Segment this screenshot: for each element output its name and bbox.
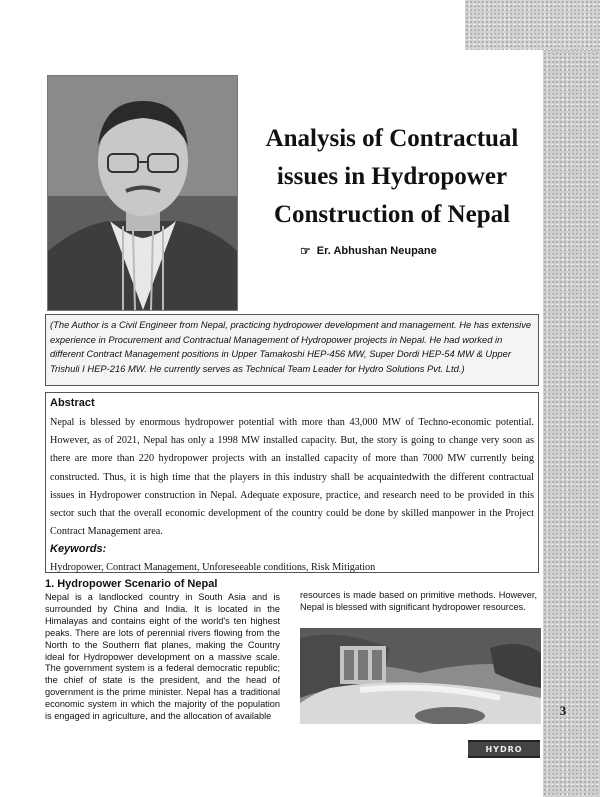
abstract-heading: Abstract — [50, 397, 95, 409]
title-line: Construction of Nepal — [273, 201, 511, 228]
author-bio: (The Author is a Civil Engineer from Nepal, practicing hydropower development and management. He has extensive experience in Procurement and Contractual Management of Hydropower projects in Nepal. He had worked in different Contract Management positions in Upper Tamakoshi HEP-456 MW, Super Dordi HEP-54 MW & Upper Trishuli I HEP-216 MW. He currently serves as Technical Team Leader for Hydro Solutions Pvt. Ltd.) — [45, 314, 539, 386]
hydropower-dam-photo — [300, 628, 541, 724]
section-heading: 1. Hydropower Scenario of Nepal — [45, 578, 218, 590]
author-photo — [47, 75, 238, 311]
speckled-top-band — [465, 0, 600, 50]
abstract-text: Nepal is blessed by enormous hydropower potential with more than 43,000 MW of Techno-economic potential. However, as of 2021, Nepal has only a 1998 MW installed capacity. But, the story is going to change very soon as there are more than 220 hydropower projects with an installed capacity of more than 7000 MW currently being constructed. Thus, it is high time that the players in this industry shall be acquaintedwith the different contractual issues in Hydropower construction in Nepal. Adequate exposure, practice, and research need to be provided in this sector such that the overall economic development of the country could be done by skilled manpower in the Project Contract Management area. — [50, 417, 534, 538]
title-line: Analysis of Contractual — [265, 125, 519, 152]
keywords-heading: Keywords: — [50, 543, 107, 556]
title-line: issues in Hydropower — [276, 163, 508, 190]
speckled-margin-band — [543, 0, 600, 797]
abstract-box — [45, 392, 539, 573]
keywords-text: Hydropower, Contract Management, Unforeseeable conditions, Risk Mitigation — [50, 562, 376, 574]
body-text-left-column: Nepal is a landlocked country in South Asia and is surrounded by China and India. It is located in the Himalayas and contains eight of the world's ten highest peaks. There are lots of perennial rivers flowing from the North to the Southern flat planes, making the Country ideal for Hydropower development on a massive scale. The government system is a federal democratic republic; the chief of state is the president, and the head of government is the prime minister. Nepal has a traditional economic system in which the majority of the population is engaged in agriculture, and the allocation of available — [45, 592, 280, 722]
author-name: Er. Abhushan Neupane — [316, 245, 437, 257]
pointing-hand-icon: ☞ — [300, 244, 311, 258]
body-text-right-column: resources is made based on primitive methods. However, Nepal is blessed with significant hydropower resources. — [300, 590, 537, 612]
magazine-logo: HYDRO — [468, 740, 540, 758]
author-byline — [300, 244, 437, 258]
page-number: 3 — [559, 703, 567, 718]
article-title — [242, 120, 542, 234]
